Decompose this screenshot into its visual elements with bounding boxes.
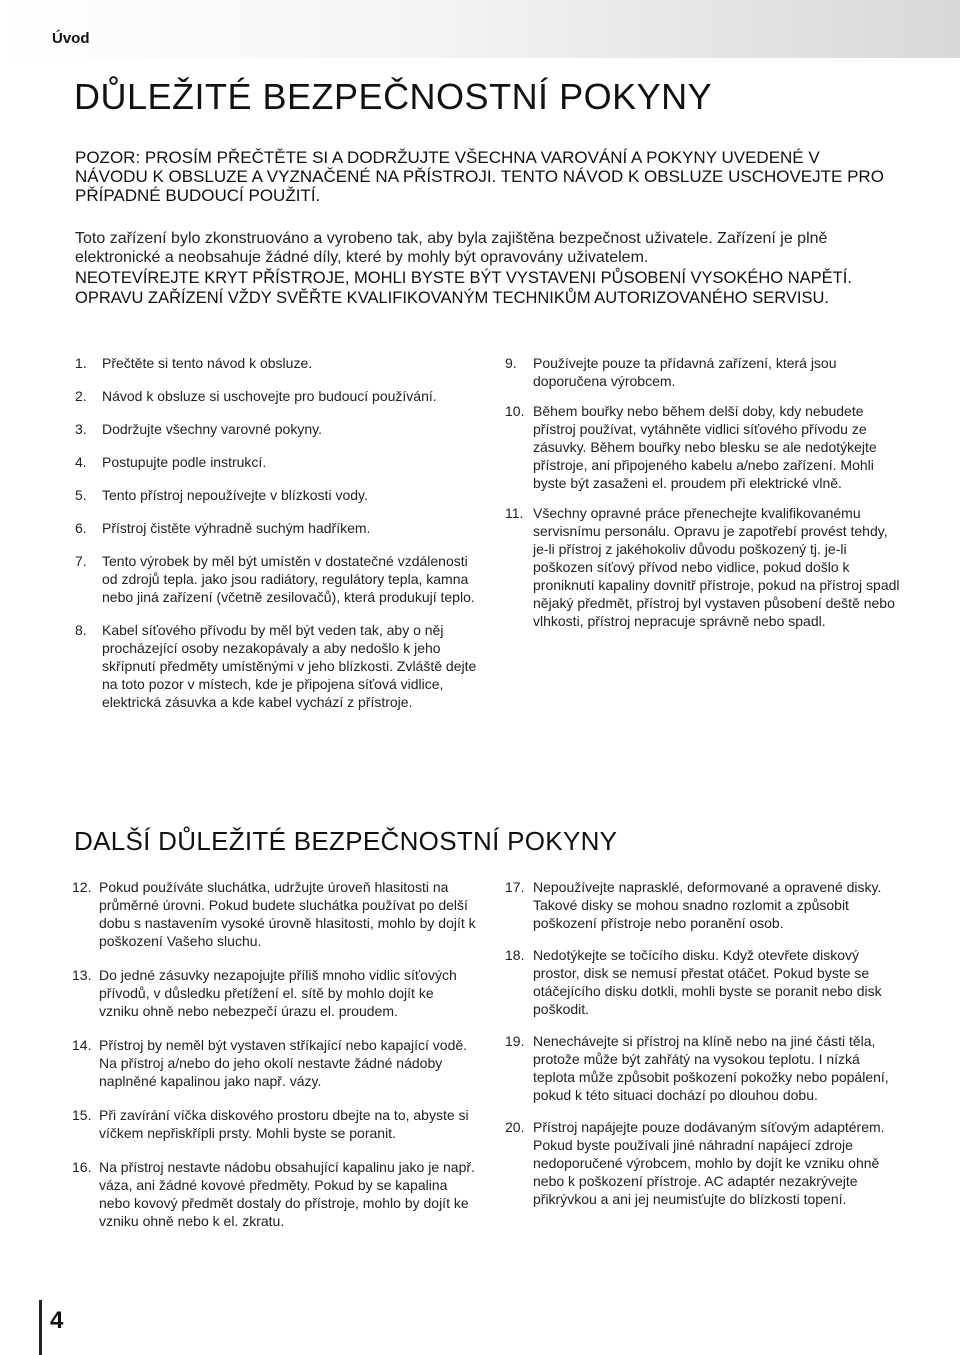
section-label: Úvod [52, 30, 90, 47]
item-text: Tento přístroj nepoužívejte v blízkosti vody. [102, 487, 368, 503]
item-text: Nepoužívejte naprasklé, deformované a opravené disky. Takové disky se mohou snadno rozlomit a způsobit poškození přístroje nebo poranění osob. [533, 879, 882, 931]
item-text: Kabel síťového přívodu by měl být veden tak, aby o něj procházející osoby nezakopávaly a aby nedošlo k jeho skřípnutí předměty umístěnými v jeho blízkosti. Zvláště dejte na toto pozor v místech, kde je připojena síťová vidlice, elektrická zásuvka a kde kabel vychází z přístroje. [102, 622, 477, 710]
item-number: 3. [75, 421, 87, 437]
header-band [0, 0, 960, 58]
item-number: 6. [75, 520, 87, 536]
item-number: 10. [505, 403, 525, 419]
item-text: Na přístroj nestavte nádobu obsahující kapalinu jako je např. váza, ani žádné kovové předměty. Pokud by se kapalina nebo kovový předmět dostaly do přístroje, mohlo by dojít ke vzniku ohně nebo k el. zkratu. [99, 1159, 475, 1229]
item-number: 16. [72, 1159, 92, 1175]
list-item [72, 1106, 476, 1142]
item-number: 2. [75, 388, 87, 404]
list-item [72, 878, 476, 950]
list-item [505, 402, 905, 492]
page-number-rule [39, 1300, 42, 1355]
item-number: 14. [72, 1037, 92, 1053]
list-item [505, 878, 905, 932]
list-item [505, 1118, 905, 1208]
item-number: 13. [72, 967, 92, 983]
item-text: Pokud používáte sluchátka, udržujte úroveň hlasitosti na průměrné úrovni. Pokud budete sluchátka používat po delší dobu s nastavením vysoké úrovně hlasitosti, mohlo by dojít k poškození Vašeho sluchu. [99, 879, 476, 949]
list-item [75, 519, 479, 537]
item-text: Přístroj by neměl být vystaven stříkající nebo kapající vodě. Na přístroj a/nebo do jeho okolí nestavte žádné nádoby naplněné kapalinou jako např. vázy. [99, 1037, 468, 1089]
item-number: 7. [75, 553, 87, 569]
item-text: Používejte pouze ta přídavná zařízení, která jsou doporučena výrobcem. [533, 355, 837, 389]
item-number: 5. [75, 487, 87, 503]
page-title: DŮLEŽITÉ BEZPEČNOSTNÍ POKYNY [74, 76, 713, 117]
item-text: Dodržujte všechny varovné pokyny. [102, 421, 322, 437]
more-instructions-right-column [505, 878, 905, 1222]
item-text: Při zavírání víčka diskového prostoru dbejte na to, abyste si víčkem nepřiskřípli prsty. Mohli byste se poranit. [99, 1107, 469, 1141]
item-text: Nenechávejte si přístroj na klíně nebo na jiné části těla, protože může být zahřátý na vysokou teplotu. I nízká teplota může způsobit poškození pokožky nebo popálení, pokud k této situaci dochází po dlouhou dobu. [533, 1033, 889, 1103]
item-number: 18. [505, 947, 525, 963]
caution-notice: POZOR: PROSÍM PŘEČTĚTE SI A DODRŽUJTE VŠECHNA VAROVÁNÍ A POKYNY UVEDENÉ V NÁVODU K OBSLUZE A VYZNAČENÉ NA PŘÍSTROJI. TENTO NÁVOD K OBSLUZE USCHOVEJTE PRO PŘÍPADNÉ BUDOUCÍ POUŽITÍ. [75, 148, 884, 205]
list-item [75, 486, 479, 504]
item-number: 15. [72, 1107, 92, 1123]
more-instructions-left-column [72, 878, 476, 1246]
intro-paragraph: Toto zařízení bylo zkonstruováno a vyrobeno tak, aby byla zajištěna bezpečnost uživatele. Zařízení je plně elektronické a neobsahuje žádné díly, které by mohly být opravovány uživatelem. [75, 230, 828, 266]
item-text: Tento výrobek by měl být umístěn v dostatečné vzdálenosti od zdrojů tepla. jako jsou radiátory, regulátory tepla, kamna nebo jiná zařízení (včetně zesilovačů), která produkují teplo. [102, 553, 475, 605]
list-item [75, 420, 479, 438]
list-item [72, 966, 476, 1020]
item-text: Přístroj čistěte výhradně suchým hadříkem. [102, 520, 371, 536]
item-number: 12. [72, 879, 92, 895]
item-text: Přístroj napájejte pouze dodávaným síťovým adaptérem. Pokud byste používali jiné náhradní napájecí zdroje nedoporučené výrobcem, mohlo by dojít ke vzniku ohně nebo k poškození přístroje. AC adaptér nezakrývejte přikrývkou a ani jej neumisťujte do blízkosti topení. [533, 1119, 885, 1207]
list-item [75, 621, 479, 711]
item-number: 8. [75, 622, 87, 638]
shock-warning: NEOTEVÍREJTE KRYT PŘÍSTROJE, MOHLI BYSTE BÝT VYSTAVENI PŮSOBENÍ VYSOKÉHO NAPĚTÍ. OPRAVU ZAŘÍZENÍ VŽDY SVĚŘTE KVALIFIKOVANÝM TECHNIKŮM AUTORIZOVANÉHO SERVISU. [75, 269, 852, 307]
list-item [505, 504, 905, 630]
item-number: 11. [505, 505, 524, 521]
item-text: Všechny opravné práce přenechejte kvalifikovanému servisnímu personálu. Opravu je zapotřebí provést tehdy, je-li přístroj z jakéhokoliv důvodu poškozený tj. je-li poškozen síťový přívod nebo vidlice, pokud došlo k proniknutí kapaliny dovnitř přístroje, pokud na přístroj spadl nějaký předmět, přístroj byl vystaven působení deště nebo vlhkosti, přístroj nepracuje správně nebo spadl. [533, 505, 900, 629]
list-item [505, 1032, 905, 1104]
item-number: 1. [75, 355, 87, 371]
list-item [75, 387, 479, 405]
page-number: 4 [50, 1307, 64, 1334]
item-number: 17. [505, 879, 525, 895]
item-text: Postupujte podle instrukcí. [102, 454, 267, 470]
item-number: 4. [75, 454, 87, 470]
list-item [75, 453, 479, 471]
item-number: 20. [505, 1119, 525, 1135]
instructions-left-column [75, 354, 479, 726]
list-item [505, 946, 905, 1018]
item-text: Během bouřky nebo během delší doby, kdy nebudete přístroj používat, vytáhněte vidlici síťového přívodu ze zásuvky. Během bouřky nebo blesku se ale nedotýkejte přístroje, ani připojeného kabelu a/nebo zařízení. Mohli byste být zasaženi el. proudem při elektrické vlně. [533, 403, 877, 491]
item-number: 9. [505, 355, 517, 371]
list-item [72, 1036, 476, 1090]
item-text: Přečtěte si tento návod k obsluze. [102, 355, 313, 371]
list-item [75, 354, 479, 372]
instructions-right-column [505, 354, 905, 642]
list-item [72, 1158, 476, 1230]
item-number: 19. [505, 1033, 525, 1049]
list-item [75, 552, 479, 606]
section-title: DALŠÍ DŮLEŽITÉ BEZPEČNOSTNÍ POKYNY [74, 826, 618, 856]
list-item [505, 354, 905, 390]
item-text: Do jedné zásuvky nezapojujte příliš mnoho vidlic síťových přívodů, v důsledku přetížení el. sítě by mohlo dojít ke vzniku ohně nebo nebezpečí úrazu el. proudem. [99, 967, 457, 1019]
item-text: Návod k obsluze si uschovejte pro budoucí používání. [102, 388, 437, 404]
item-text: Nedotýkejte se točícího disku. Když otevřete diskový prostor, disk se nemusí přestat otáčet. Pokud byste se otáčejícího disku dotkli, mohli byste se poranit nebo disk poškodit. [533, 947, 882, 1017]
